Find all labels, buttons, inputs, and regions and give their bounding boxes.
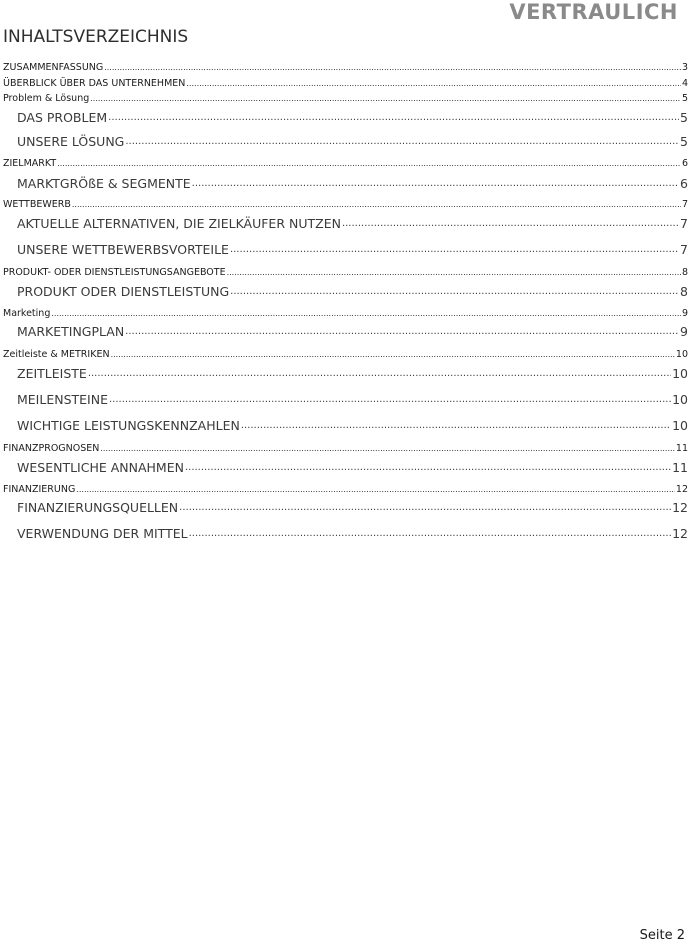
toc-entry-label: Problem & Lösung — [3, 93, 90, 104]
toc-entry-page: 7 — [680, 242, 688, 257]
toc-entry-label: ZUSAMMENFASSUNG — [3, 62, 104, 73]
toc-entry-zeitleiste-metriken[interactable] — [3, 349, 688, 361]
toc-entry-ueberblick[interactable] — [3, 78, 688, 90]
toc-leader-dots — [111, 349, 675, 361]
toc-entry-page: 10 — [672, 418, 688, 433]
toc-leader-dots — [125, 132, 679, 149]
toc-entry-page: 5 — [680, 110, 688, 125]
toc-entry-verwendung-der-mittel[interactable] — [17, 524, 688, 541]
toc-entry-produkt-dienstleistung[interactable] — [17, 282, 688, 299]
page-number: Seite 2 — [639, 928, 685, 943]
toc-entry-label: PRODUKT- ODER DIENSTLEISTUNGSANGEBOTE — [3, 267, 226, 278]
toc-entry-marketingplan[interactable] — [17, 322, 688, 339]
toc-leader-dots — [241, 416, 671, 433]
toc-leader-dots — [109, 390, 671, 407]
toc-leader-dots — [57, 158, 681, 170]
toc-leader-dots — [185, 458, 671, 475]
toc-entry-finanzprognosen[interactable] — [3, 443, 688, 455]
toc-entry-page: 9 — [680, 324, 688, 339]
toc-entry-label: MARKTGRÖßE & SEGMENTE — [17, 176, 191, 191]
toc-entry-finanzierung[interactable] — [3, 484, 688, 496]
toc-entry-page: 7 — [681, 199, 688, 210]
toc-leader-dots — [125, 322, 679, 339]
toc-entry-page: 8 — [680, 284, 688, 299]
toc-entry-das-problem[interactable] — [17, 108, 688, 125]
toc-entry-label: FINANZIERUNGSQUELLEN — [17, 500, 179, 515]
toc-entry-label: VERWENDUNG DER MITTEL — [17, 526, 188, 541]
toc-entry-page: 11 — [672, 460, 688, 475]
toc-entry-label: AKTUELLE ALTERNATIVEN, DIE ZIELKÄUFER NUTZEN — [17, 216, 341, 231]
toc-entry-page: 7 — [680, 216, 688, 231]
toc-entry-page: 5 — [680, 134, 688, 149]
toc-entry-label: ZEITLEISTE — [17, 366, 87, 381]
toc-entry-page: 10 — [672, 366, 688, 381]
toc-leader-dots — [186, 78, 681, 90]
confidential-label: VERTRAULICH — [509, 0, 678, 24]
toc-entry-page: 12 — [672, 500, 688, 515]
toc-leader-dots — [51, 308, 681, 320]
toc-entry-leistungskennzahlen[interactable] — [17, 416, 688, 433]
toc-entry-label: UNSERE LÖSUNG — [17, 134, 125, 149]
toc-entry-produkt-angebote[interactable] — [3, 267, 688, 279]
toc-entry-page: 4 — [681, 78, 688, 89]
toc-leader-dots — [342, 214, 679, 231]
toc-entry-page: 10 — [672, 392, 688, 407]
toc-entry-zusammenfassung[interactable] — [3, 62, 688, 74]
toc-entry-problem-loesung[interactable] — [3, 93, 688, 105]
toc-leader-dots — [76, 484, 675, 496]
toc-entry-label: Zeitleiste & METRIKEN — [3, 349, 110, 360]
toc-entry-label: WICHTIGE LEISTUNGSKENNZAHLEN — [17, 418, 240, 433]
toc-entry-label: PRODUKT ODER DIENSTLEISTUNG — [17, 284, 230, 299]
toc-entry-label: ÜBERBLICK ÜBER DAS UNTERNEHMEN — [3, 78, 186, 89]
toc-entry-label: WETTBEWERB — [3, 199, 71, 210]
toc-entry-meilensteine[interactable] — [17, 390, 688, 407]
toc-entry-page: 10 — [675, 349, 688, 360]
toc-entry-zielmarkt[interactable] — [3, 158, 688, 170]
toc-entry-wettbewerb[interactable] — [3, 199, 688, 211]
toc-entry-label: ZIELMARKT — [3, 158, 57, 169]
toc-entry-page: 8 — [681, 267, 688, 278]
toc-entry-page: 3 — [681, 62, 688, 73]
toc-leader-dots — [88, 364, 671, 381]
toc-entry-wesentliche-annahmen[interactable] — [17, 458, 688, 475]
toc-entry-label: WESENTLICHE ANNAHMEN — [17, 460, 184, 475]
toc-leader-dots — [230, 240, 679, 257]
toc-leader-dots — [192, 174, 679, 191]
toc-entry-label: DAS PROBLEM — [17, 110, 108, 125]
toc-entry-label: MEILENSTEINE — [17, 392, 108, 407]
toc-entry-finanzierungsquellen[interactable] — [17, 498, 688, 515]
toc-entry-page: 12 — [675, 484, 688, 495]
toc-entry-zeitleiste[interactable] — [17, 364, 688, 381]
toc-leader-dots — [189, 524, 672, 541]
toc-leader-dots — [104, 62, 681, 74]
toc-entry-label: FINANZPROGNOSEN — [3, 443, 100, 454]
toc-leader-dots — [179, 498, 671, 515]
toc-entry-wettbewerbsvorteile[interactable] — [17, 240, 688, 257]
toc-entry-page: 12 — [672, 526, 688, 541]
toc-entry-page: 6 — [681, 158, 688, 169]
toc-entry-page: 11 — [675, 443, 688, 454]
toc-leader-dots — [90, 93, 681, 105]
toc-entry-page: 6 — [680, 176, 688, 191]
toc-leader-dots — [108, 108, 679, 125]
toc-entry-label: MARKETINGPLAN — [17, 324, 125, 339]
toc-leader-dots — [72, 199, 681, 211]
toc-entry-label: Marketing — [3, 308, 51, 319]
toc-leader-dots — [230, 282, 679, 299]
toc-title: INHALTSVERZEICHNIS — [3, 27, 189, 47]
toc-entry-page: 5 — [681, 93, 688, 104]
toc-entry-page: 9 — [681, 308, 688, 319]
toc-leader-dots — [100, 443, 675, 455]
toc-entry-marketing[interactable] — [3, 308, 688, 320]
toc-entry-unsere-loesung[interactable] — [17, 132, 688, 149]
toc-leader-dots — [227, 267, 681, 279]
toc-entry-label: FINANZIERUNG — [3, 484, 76, 495]
toc-entry-marktgroesse[interactable] — [17, 174, 688, 191]
toc-entry-aktuelle-alternativen[interactable] — [17, 214, 688, 231]
toc-entry-label: UNSERE WETTBEWERBSVORTEILE — [17, 242, 229, 257]
